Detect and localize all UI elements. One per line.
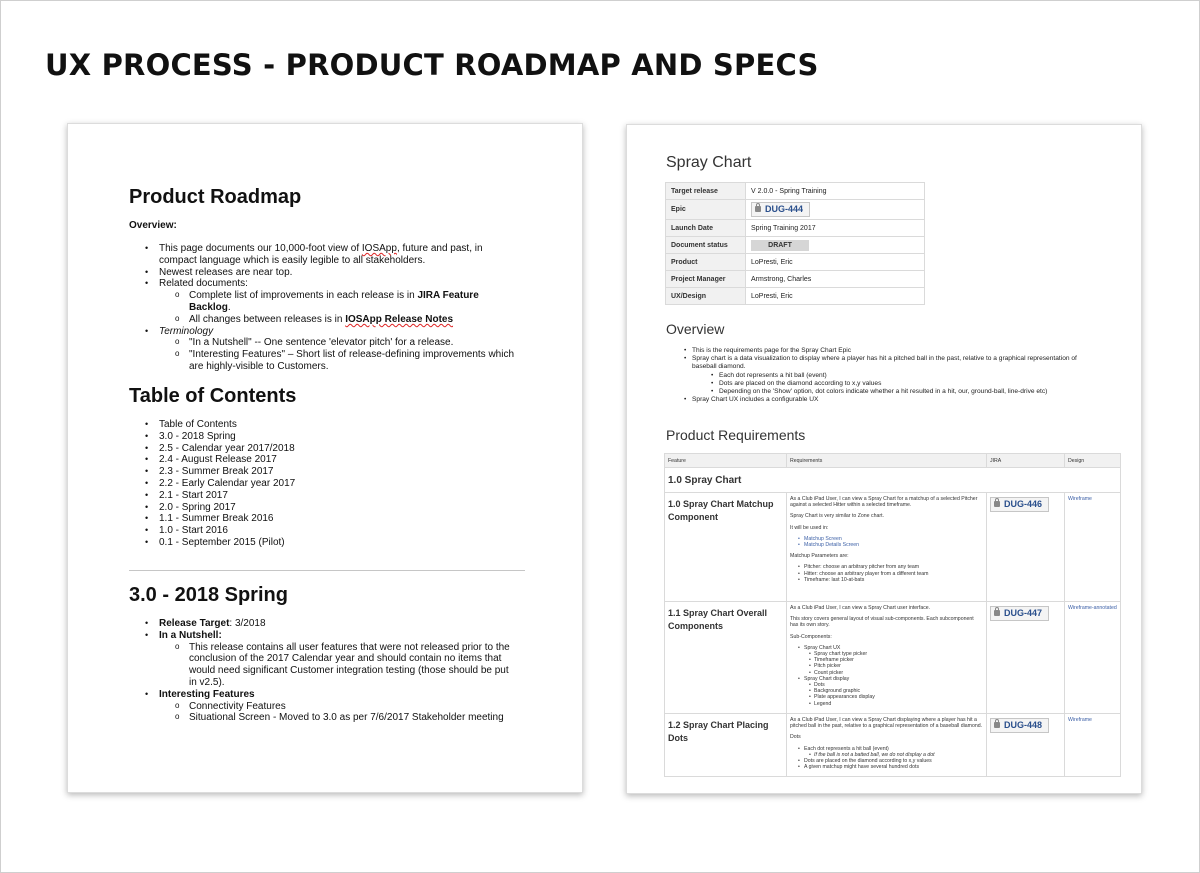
section-divider	[129, 570, 525, 571]
lock-icon	[994, 501, 1000, 507]
list-item: • Dots are placed on the diamond according to x,y values	[667, 380, 1137, 388]
list-item: o All changes between releases is in IOSApp Release Notes	[129, 314, 514, 326]
table-row	[666, 254, 925, 271]
table-row	[666, 288, 925, 305]
toc-item[interactable]: • Table of Contents	[129, 419, 295, 431]
list-item: • Spray chart is a data visualization to display where a player has hit a pitched ball in the past, relative to a graphical representation of baseball diamond.	[667, 355, 1137, 371]
list-item: o "In a Nutshell" -- One sentence 'elevator pitch' for a release.	[129, 337, 514, 349]
column-header: Design	[1065, 454, 1121, 468]
toc-item[interactable]: • 3.0 - 2018 Spring	[129, 431, 295, 443]
toc-item[interactable]: • 2.2 - Early Calendar year 2017	[129, 478, 295, 490]
overview-list	[667, 347, 1137, 404]
spray-chart-heading: Spray Chart	[666, 154, 752, 171]
roadmap-heading: Product Roadmap	[129, 186, 302, 208]
jira-issue-link[interactable]: DUG-448	[990, 718, 1049, 733]
list-item: • Spray Chart UX includes a configurable UX	[667, 396, 1137, 404]
table-section-row	[665, 468, 1121, 493]
list-item: • Related documents:	[129, 278, 514, 290]
product-owner-link[interactable]: LoPresti, Eric	[746, 254, 925, 271]
overview-label: Overview:	[129, 220, 177, 231]
toc-item[interactable]: • 2.0 - Spring 2017	[129, 502, 295, 514]
list-item: • In a Nutshell:	[129, 630, 510, 642]
design-link[interactable]: Wireframe-annotated	[1065, 602, 1121, 714]
column-header: Requirements	[787, 454, 987, 468]
release-list	[129, 618, 510, 724]
overview-heading: Overview	[666, 321, 725, 337]
table-row	[665, 602, 1121, 714]
list-item: • Newest releases are near top.	[129, 267, 514, 279]
toc-item[interactable]: • 1.1 - Summer Break 2016	[129, 513, 295, 525]
table-row	[665, 493, 1121, 602]
requirements-cell: As a Club iPad User, I can view a Spray Chart for a matchup of a selected Pitcher against a selected Hitter within a selected timeframe. Spray Chart is very similar to Zone chart. It will be used in: • Matchup Screen • Matchup Details Screen Matchup Parameters are: • Pitcher: choose an arbitrary pitcher from any team • Hitter: choose an arbitrary player from a different team • Timeframe: last 10-at-bats	[787, 493, 987, 602]
lock-icon	[994, 610, 1000, 616]
toc-heading: Table of Contents	[129, 385, 297, 407]
iosapp-link[interactable]: IOSApp	[361, 243, 397, 254]
meta-value	[746, 237, 925, 254]
feature-cell: 1.2 Spray Chart Placing Dots	[665, 714, 787, 777]
list-item: • Release Target: 3/2018	[129, 618, 510, 630]
meta-key: Project Manager	[666, 271, 746, 288]
status-badge: DRAFT	[751, 240, 809, 251]
spray-chart-spec-page	[626, 124, 1142, 794]
meta-key: Epic	[666, 200, 746, 220]
list-item: o This release contains all user features that were not released prior to the conclusion of the 2017 Calendar year and should contain no items that would need significant Customer integration testing (those should be put in v2.5).	[129, 642, 510, 689]
table-header-row	[665, 454, 1121, 468]
toc-item[interactable]: • 2.1 - Start 2017	[129, 490, 295, 502]
requirements-cell: As a Club iPad User, I can view a Spray Chart displaying where a player has hit a pitched ball in the past, relative to a graphical representation of a baseball diamond. Dots • Each dot represents a hit ball (event) • If the ball is not a batted ball, we do not display a dot • Dots are placed on the diamond according to x,y values • A given matchup might have several hundred dots	[787, 714, 987, 777]
list-item: o "Interesting Features" – Short list of release-defining improvements which are highly-visible to Customers.	[129, 349, 514, 373]
design-link[interactable]: Wireframe	[1065, 714, 1121, 777]
list-item: • This is the requirements page for the Spray Chart Epic	[667, 347, 1137, 355]
list-item: • This page documents our 10,000-foot view of IOSApp, future and past, in compact language which is easily legible to all stakeholders.	[129, 243, 514, 267]
table-row	[666, 271, 925, 288]
design-link[interactable]: Wireframe	[1065, 493, 1121, 602]
jira-cell	[987, 602, 1065, 714]
toc-list	[129, 419, 295, 549]
meta-key: Launch Date	[666, 220, 746, 237]
table-row	[666, 220, 925, 237]
ux-designer-link[interactable]: LoPresti, Eric	[746, 288, 925, 305]
metadata-table	[665, 182, 925, 305]
jira-cell	[987, 493, 1065, 602]
table-row	[666, 200, 925, 220]
requirements-heading: Product Requirements	[666, 427, 806, 443]
requirements-cell: As a Club iPad User, I can view a Spray Chart user interface. This story covers general layout of visual sub-components. Each subcomponent has its own story. Sub-Components: • Spray Chart UX • Spray chart type picker • Timeframe picker • Pitch picker • Count picker • Spray Chart display • Dots • Background graphic • Plate appearances display • Legend	[787, 602, 987, 714]
table-row	[666, 183, 925, 200]
page-title: UX PROCESS - PRODUCT ROADMAP AND SPECS	[45, 48, 819, 82]
list-item: • Terminology	[129, 326, 514, 338]
feature-cell: 1.0 Spray Chart Matchup Component	[665, 493, 787, 602]
toc-item[interactable]: • 0.1 - September 2015 (Pilot)	[129, 537, 295, 549]
meta-value: V 2.0.0 - Spring Training	[746, 183, 925, 200]
meta-key: Document status	[666, 237, 746, 254]
matchup-details-link[interactable]: • Matchup Details Screen	[790, 542, 983, 548]
toc-item[interactable]: • 2.5 - Calendar year 2017/2018	[129, 443, 295, 455]
meta-key: Product	[666, 254, 746, 271]
toc-item[interactable]: • 2.3 - Summer Break 2017	[129, 466, 295, 478]
meta-key: UX/Design	[666, 288, 746, 305]
jira-issue-link[interactable]: DUG-446	[990, 497, 1049, 512]
project-manager-link[interactable]: Armstrong, Charles	[746, 271, 925, 288]
toc-item[interactable]: • 2.4 - August Release 2017	[129, 454, 295, 466]
list-item: • Each dot represents a hit ball (event)	[667, 372, 1137, 380]
table-row	[666, 237, 925, 254]
section-title: 1.0 Spray Chart	[665, 468, 1121, 493]
release-notes-link[interactable]: IOSApp Release Notes	[345, 313, 454, 325]
list-item: o Complete list of improvements in each release is in JIRA Feature Backlog.	[129, 290, 514, 314]
column-header: JIRA	[987, 454, 1065, 468]
epic-jira-link[interactable]: DUG-444	[751, 202, 810, 217]
matchup-screen-link[interactable]: • Matchup Screen	[790, 536, 983, 542]
table-row	[665, 714, 1121, 777]
toc-item[interactable]: • 1.0 - Start 2016	[129, 525, 295, 537]
feature-cell: 1.1 Spray Chart Overall Components	[665, 602, 787, 714]
jira-cell	[987, 714, 1065, 777]
list-item: o Connectivity Features	[129, 701, 510, 713]
meta-value	[746, 200, 925, 220]
meta-key: Target release	[666, 183, 746, 200]
list-item: • Interesting Features	[129, 689, 510, 701]
lock-icon	[994, 722, 1000, 728]
lock-icon	[755, 206, 761, 212]
column-header: Feature	[665, 454, 787, 468]
product-roadmap-page	[67, 123, 583, 793]
meta-value: Spring Training 2017	[746, 220, 925, 237]
list-item: o Situational Screen - Moved to 3.0 as per 7/6/2017 Stakeholder meeting	[129, 712, 510, 724]
release-heading: 3.0 - 2018 Spring	[129, 584, 288, 606]
requirements-table	[664, 453, 1121, 777]
jira-feature-backlog-link[interactable]: JIRA Feature Backlog	[189, 290, 479, 313]
jira-issue-link[interactable]: DUG-447	[990, 606, 1049, 621]
list-item: • Depending on the 'Show' option, dot colors indicate whether a hit resulted in a hit, our, ground-ball, line-drive etc)	[667, 388, 1137, 396]
overview-list	[129, 243, 514, 373]
